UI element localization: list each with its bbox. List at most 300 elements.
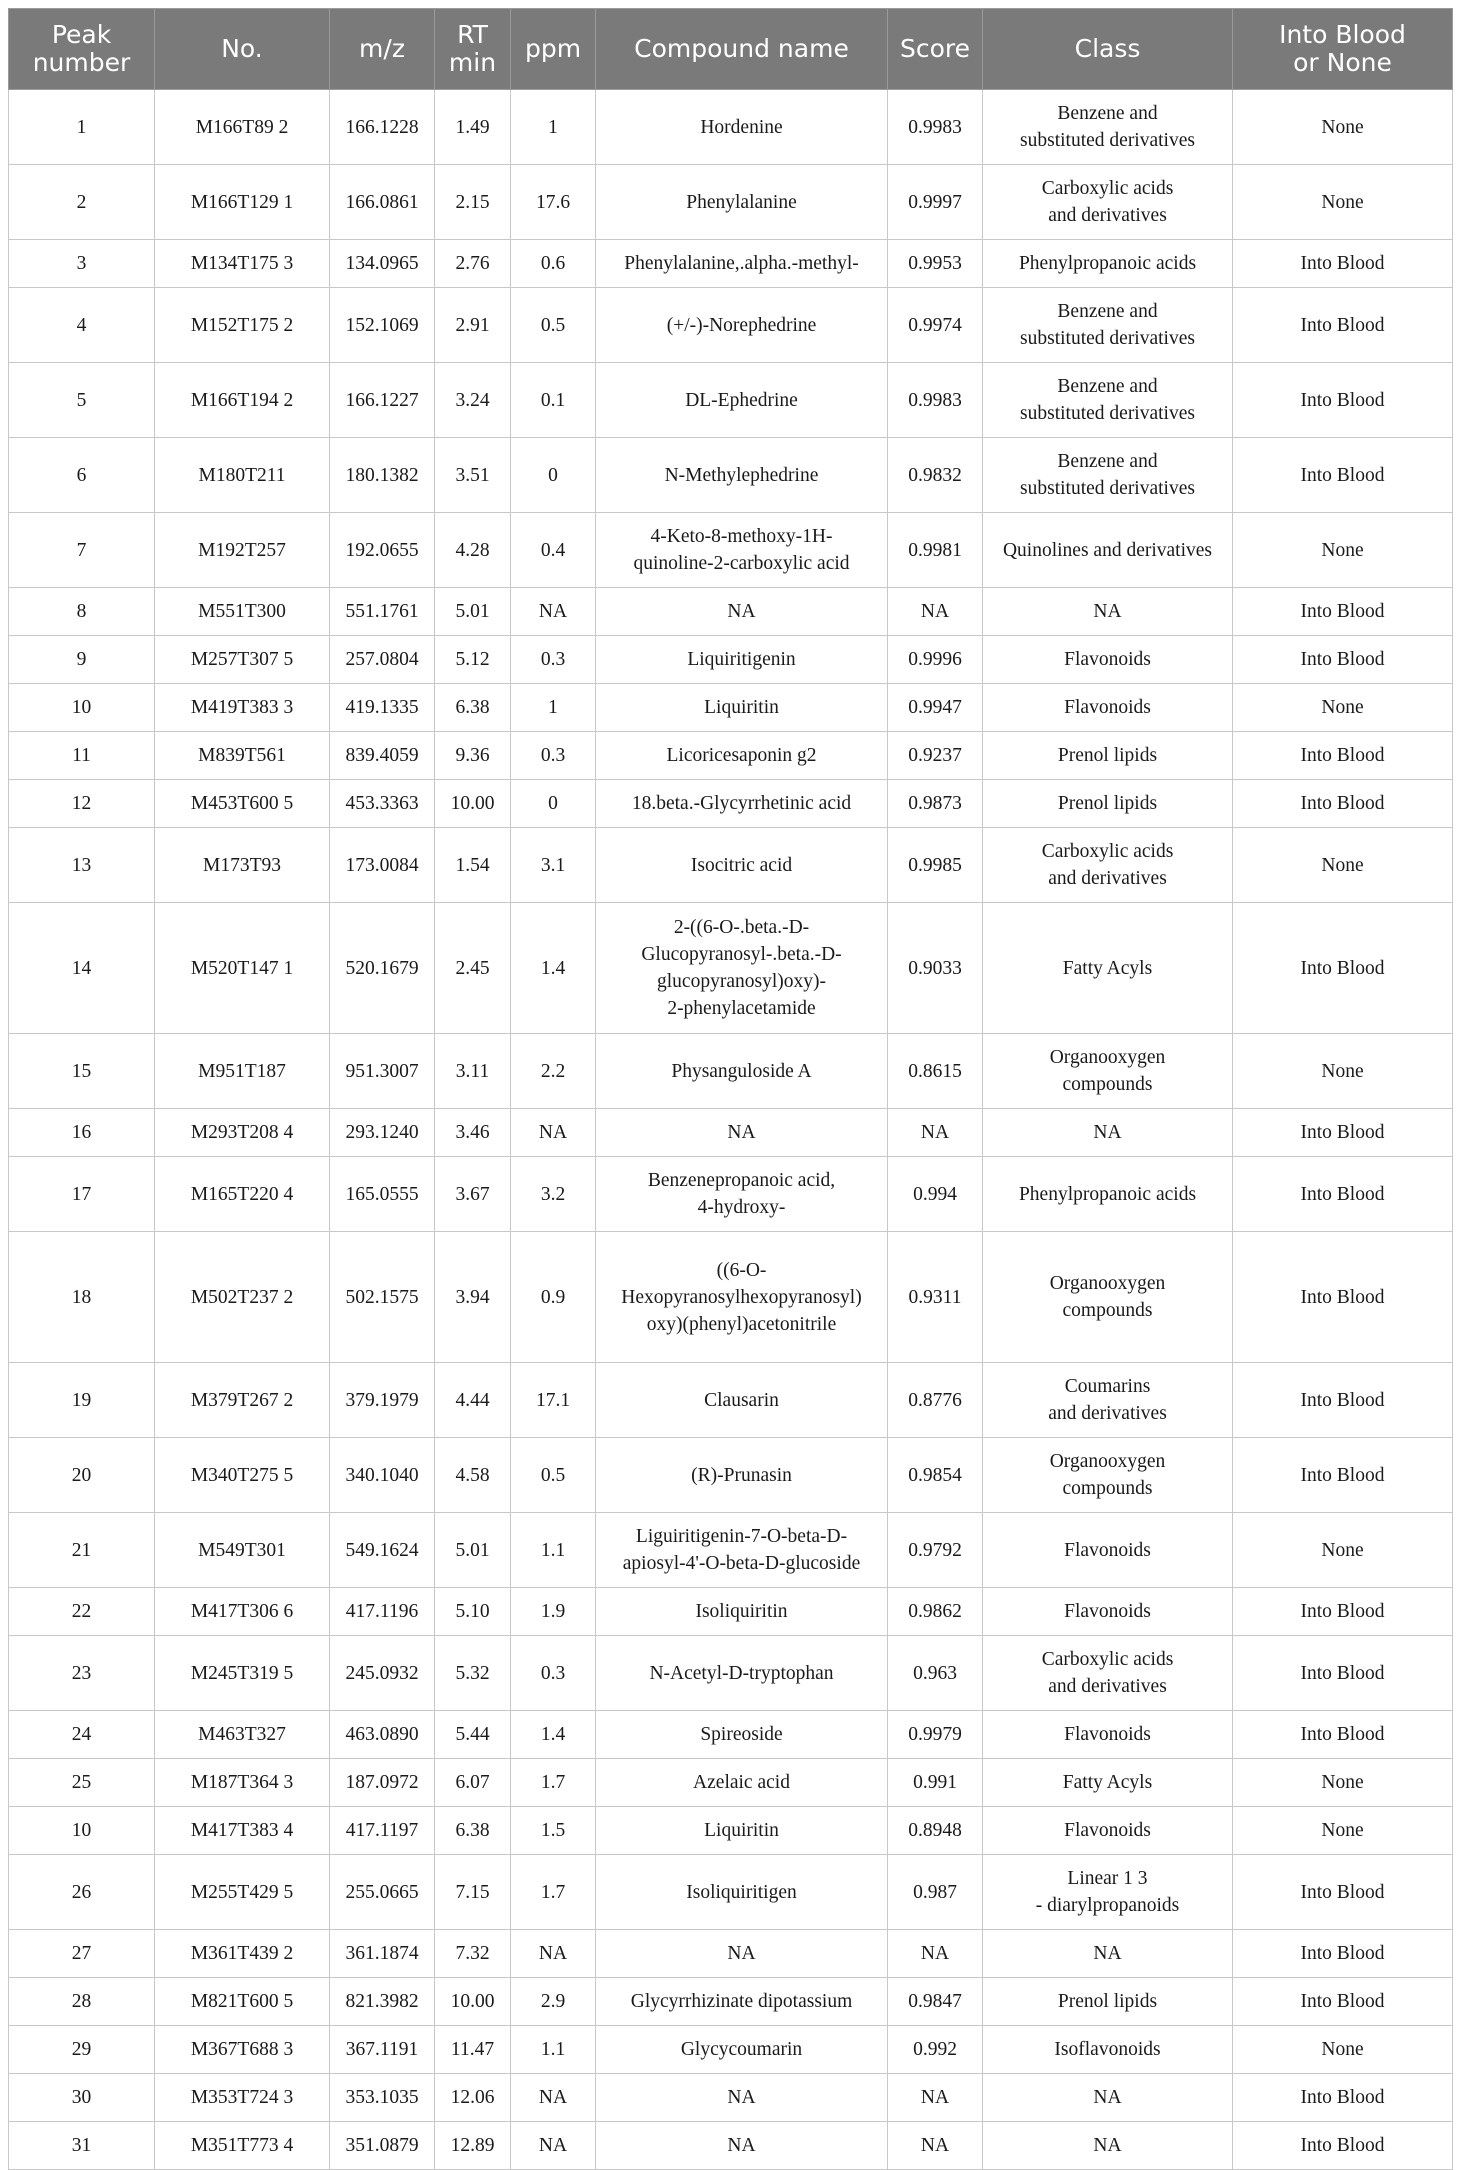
into-blood-cell: Into Blood [1233, 438, 1453, 513]
peak-number-cell: 17 [9, 1157, 155, 1232]
peak-number-cell: 22 [9, 1588, 155, 1636]
compound-name-cell: DL-Ephedrine [596, 363, 888, 438]
ppm-cell: 0.6 [511, 240, 596, 288]
ppm-cell: 0.9 [511, 1232, 596, 1363]
into-blood-cell: Into Blood [1233, 2122, 1453, 2170]
class-cell: Carboxylic acids and derivatives [983, 828, 1233, 903]
rt-min-cell: 4.44 [435, 1363, 511, 1438]
compound-name-cell: Spireoside [596, 1711, 888, 1759]
class-cell: Benzene and substituted derivatives [983, 90, 1233, 165]
rt-min-cell: 3.24 [435, 363, 511, 438]
table-row [9, 588, 1453, 636]
mz-cell: 351.0879 [330, 2122, 435, 2170]
rt-min-cell: 3.46 [435, 1109, 511, 1157]
mz-cell: 520.1679 [330, 903, 435, 1034]
compound-name-cell: Glycycoumarin [596, 2026, 888, 2074]
compound-name-cell: Clausarin [596, 1363, 888, 1438]
peak-number-cell: 8 [9, 588, 155, 636]
into-blood-cell: Into Blood [1233, 1636, 1453, 1711]
class-cell: Flavonoids [983, 1711, 1233, 1759]
no-cell: M379T267 2 [155, 1363, 330, 1438]
peak-number-cell: 24 [9, 1711, 155, 1759]
mz-cell: 463.0890 [330, 1711, 435, 1759]
compound-name-cell: Liquiritin [596, 1807, 888, 1855]
ppm-cell: 17.1 [511, 1363, 596, 1438]
no-cell: M551T300 [155, 588, 330, 636]
class-cell: Flavonoids [983, 1807, 1233, 1855]
table-row [9, 1978, 1453, 2026]
into-blood-cell: None [1233, 90, 1453, 165]
peak-number-cell: 16 [9, 1109, 155, 1157]
compound-name-cell: NA [596, 588, 888, 636]
into-blood-cell: None [1233, 1807, 1453, 1855]
compound-name-cell: Phenylalanine,.alpha.-methyl- [596, 240, 888, 288]
mz-cell: 166.0861 [330, 165, 435, 240]
score-cell: 0.9873 [888, 780, 983, 828]
header-row [9, 9, 1453, 90]
compound-name-cell: NA [596, 2074, 888, 2122]
compound-name-cell: Liquiritin [596, 684, 888, 732]
ppm-cell: NA [511, 588, 596, 636]
no-cell: M340T275 5 [155, 1438, 330, 1513]
no-cell: M166T89 2 [155, 90, 330, 165]
rt-min-cell: 3.11 [435, 1034, 511, 1109]
score-cell: 0.9985 [888, 828, 983, 903]
mz-cell: 419.1335 [330, 684, 435, 732]
header-rt-min: RT min [435, 9, 511, 90]
table-row [9, 240, 1453, 288]
no-cell: M951T187 [155, 1034, 330, 1109]
compound-table-container [8, 8, 1452, 2170]
rt-min-cell: 5.01 [435, 588, 511, 636]
class-cell: Linear 1 3 - diarylpropanoids [983, 1855, 1233, 1930]
peak-number-cell: 23 [9, 1636, 155, 1711]
rt-min-cell: 1.49 [435, 90, 511, 165]
no-cell: M361T439 2 [155, 1930, 330, 1978]
mz-cell: 152.1069 [330, 288, 435, 363]
peak-number-cell: 10 [9, 684, 155, 732]
peak-number-cell: 2 [9, 165, 155, 240]
class-cell: Phenylpropanoic acids [983, 240, 1233, 288]
score-cell: NA [888, 588, 983, 636]
peak-number-cell: 9 [9, 636, 155, 684]
mz-cell: 192.0655 [330, 513, 435, 588]
class-cell: Quinolines and derivatives [983, 513, 1233, 588]
ppm-cell: 0.5 [511, 1438, 596, 1513]
ppm-cell: 1.4 [511, 1711, 596, 1759]
class-cell: Flavonoids [983, 1513, 1233, 1588]
rt-min-cell: 5.44 [435, 1711, 511, 1759]
mz-cell: 417.1197 [330, 1807, 435, 1855]
peak-number-cell: 15 [9, 1034, 155, 1109]
compound-name-cell: Liquiritigenin [596, 636, 888, 684]
table-row [9, 438, 1453, 513]
score-cell: 0.9996 [888, 636, 983, 684]
score-cell: 0.9983 [888, 363, 983, 438]
score-cell: 0.9947 [888, 684, 983, 732]
header-mz: m/z [330, 9, 435, 90]
mz-cell: 549.1624 [330, 1513, 435, 1588]
rt-min-cell: 7.15 [435, 1855, 511, 1930]
compound-name-cell: NA [596, 1109, 888, 1157]
score-cell: 0.991 [888, 1759, 983, 1807]
score-cell: 0.9033 [888, 903, 983, 1034]
mz-cell: 257.0804 [330, 636, 435, 684]
class-cell: Benzene and substituted derivatives [983, 363, 1233, 438]
ppm-cell: 0 [511, 780, 596, 828]
peak-number-cell: 26 [9, 1855, 155, 1930]
into-blood-cell: Into Blood [1233, 1711, 1453, 1759]
table-row [9, 1759, 1453, 1807]
compound-name-cell: ((6-O- Hexopyranosylhexopyranosyl) oxy)(phenyl)acetonitrile [596, 1232, 888, 1363]
ppm-cell: 1.1 [511, 2026, 596, 2074]
peak-number-cell: 21 [9, 1513, 155, 1588]
compound-table [8, 8, 1453, 2170]
score-cell: 0.8615 [888, 1034, 983, 1109]
score-cell: 0.9854 [888, 1438, 983, 1513]
compound-name-cell: Isocitric acid [596, 828, 888, 903]
header-peak-number: Peak number [9, 9, 155, 90]
peak-number-cell: 28 [9, 1978, 155, 2026]
header-class: Class [983, 9, 1233, 90]
table-row [9, 1855, 1453, 1930]
table-row [9, 165, 1453, 240]
no-cell: M192T257 [155, 513, 330, 588]
mz-cell: 821.3982 [330, 1978, 435, 2026]
class-cell: Phenylpropanoic acids [983, 1157, 1233, 1232]
into-blood-cell: Into Blood [1233, 363, 1453, 438]
class-cell: Fatty Acyls [983, 903, 1233, 1034]
table-row [9, 780, 1453, 828]
compound-name-cell: Liguiritigenin-7-O-beta-D- apiosyl-4'-O-beta-D-glucoside [596, 1513, 888, 1588]
rt-min-cell: 6.07 [435, 1759, 511, 1807]
compound-name-cell: Isoliquiritigen [596, 1855, 888, 1930]
compound-name-cell: N-Acetyl-D-tryptophan [596, 1636, 888, 1711]
score-cell: 0.9953 [888, 240, 983, 288]
no-cell: M821T600 5 [155, 1978, 330, 2026]
ppm-cell: 2.2 [511, 1034, 596, 1109]
into-blood-cell: None [1233, 513, 1453, 588]
no-cell: M293T208 4 [155, 1109, 330, 1157]
header-ppm: ppm [511, 9, 596, 90]
no-cell: M166T129 1 [155, 165, 330, 240]
class-cell: Carboxylic acids and derivatives [983, 1636, 1233, 1711]
class-cell: Flavonoids [983, 1588, 1233, 1636]
no-cell: M187T364 3 [155, 1759, 330, 1807]
score-cell: 0.987 [888, 1855, 983, 1930]
peak-number-cell: 10 [9, 1807, 155, 1855]
class-cell: Prenol lipids [983, 1978, 1233, 2026]
ppm-cell: NA [511, 1930, 596, 1978]
score-cell: 0.9981 [888, 513, 983, 588]
table-row [9, 363, 1453, 438]
no-cell: M353T724 3 [155, 2074, 330, 2122]
score-cell: 0.9847 [888, 1978, 983, 2026]
class-cell: Organooxygen compounds [983, 1438, 1233, 1513]
table-body [9, 90, 1453, 2170]
mz-cell: 340.1040 [330, 1438, 435, 1513]
class-cell: Benzene and substituted derivatives [983, 438, 1233, 513]
no-cell: M173T93 [155, 828, 330, 903]
peak-number-cell: 20 [9, 1438, 155, 1513]
peak-number-cell: 29 [9, 2026, 155, 2074]
score-cell: 0.963 [888, 1636, 983, 1711]
peak-number-cell: 18 [9, 1232, 155, 1363]
ppm-cell: 0.3 [511, 732, 596, 780]
into-blood-cell: Into Blood [1233, 588, 1453, 636]
ppm-cell: 0.5 [511, 288, 596, 363]
class-cell: Prenol lipids [983, 732, 1233, 780]
mz-cell: 951.3007 [330, 1034, 435, 1109]
no-cell: M419T383 3 [155, 684, 330, 732]
peak-number-cell: 25 [9, 1759, 155, 1807]
peak-number-cell: 19 [9, 1363, 155, 1438]
mz-cell: 293.1240 [330, 1109, 435, 1157]
class-cell: Flavonoids [983, 684, 1233, 732]
ppm-cell: 0.3 [511, 1636, 596, 1711]
compound-name-cell: N-Methylephedrine [596, 438, 888, 513]
mz-cell: 180.1382 [330, 438, 435, 513]
into-blood-cell: Into Blood [1233, 1109, 1453, 1157]
table-row [9, 1636, 1453, 1711]
no-cell: M245T319 5 [155, 1636, 330, 1711]
into-blood-cell: Into Blood [1233, 240, 1453, 288]
into-blood-cell: None [1233, 684, 1453, 732]
rt-min-cell: 6.38 [435, 684, 511, 732]
into-blood-cell: None [1233, 165, 1453, 240]
ppm-cell: 3.2 [511, 1157, 596, 1232]
ppm-cell: 1.9 [511, 1588, 596, 1636]
no-cell: M453T600 5 [155, 780, 330, 828]
into-blood-cell: None [1233, 1034, 1453, 1109]
peak-number-cell: 30 [9, 2074, 155, 2122]
ppm-cell: 1.7 [511, 1759, 596, 1807]
table-row [9, 732, 1453, 780]
table-row [9, 1232, 1453, 1363]
no-cell: M417T306 6 [155, 1588, 330, 1636]
table-row [9, 1588, 1453, 1636]
rt-min-cell: 1.54 [435, 828, 511, 903]
class-cell: NA [983, 2074, 1233, 2122]
mz-cell: 245.0932 [330, 1636, 435, 1711]
mz-cell: 379.1979 [330, 1363, 435, 1438]
peak-number-cell: 4 [9, 288, 155, 363]
table-row [9, 1513, 1453, 1588]
peak-number-cell: 5 [9, 363, 155, 438]
compound-name-cell: Azelaic acid [596, 1759, 888, 1807]
rt-min-cell: 10.00 [435, 1978, 511, 2026]
rt-min-cell: 12.06 [435, 2074, 511, 2122]
rt-min-cell: 5.10 [435, 1588, 511, 1636]
score-cell: 0.9997 [888, 165, 983, 240]
rt-min-cell: 12.89 [435, 2122, 511, 2170]
score-cell: 0.9979 [888, 1711, 983, 1759]
compound-name-cell: 2-((6-O-.beta.-D- Glucopyranosyl-.beta.-D- glucopyranosyl)oxy)- 2-phenylacetamide [596, 903, 888, 1034]
table-header [9, 9, 1453, 90]
ppm-cell: 2.9 [511, 1978, 596, 2026]
score-cell: NA [888, 2122, 983, 2170]
into-blood-cell: None [1233, 1513, 1453, 1588]
table-row [9, 636, 1453, 684]
into-blood-cell: Into Blood [1233, 1978, 1453, 2026]
table-row [9, 1930, 1453, 1978]
peak-number-cell: 11 [9, 732, 155, 780]
score-cell: 0.9862 [888, 1588, 983, 1636]
no-cell: M367T688 3 [155, 2026, 330, 2074]
table-row [9, 684, 1453, 732]
peak-number-cell: 13 [9, 828, 155, 903]
ppm-cell: 0.4 [511, 513, 596, 588]
class-cell: Isoflavonoids [983, 2026, 1233, 2074]
ppm-cell: 1.4 [511, 903, 596, 1034]
ppm-cell: 0.3 [511, 636, 596, 684]
ppm-cell: 1 [511, 684, 596, 732]
peak-number-cell: 6 [9, 438, 155, 513]
score-cell: 0.994 [888, 1157, 983, 1232]
mz-cell: 453.3363 [330, 780, 435, 828]
no-cell: M417T383 4 [155, 1807, 330, 1855]
header-no: No. [155, 9, 330, 90]
ppm-cell: 0 [511, 438, 596, 513]
into-blood-cell: Into Blood [1233, 1855, 1453, 1930]
mz-cell: 551.1761 [330, 588, 435, 636]
class-cell: NA [983, 588, 1233, 636]
compound-name-cell: NA [596, 2122, 888, 2170]
class-cell: Benzene and substituted derivatives [983, 288, 1233, 363]
rt-min-cell: 7.32 [435, 1930, 511, 1978]
table-row [9, 1034, 1453, 1109]
mz-cell: 166.1228 [330, 90, 435, 165]
compound-name-cell: (+/-)-Norephedrine [596, 288, 888, 363]
into-blood-cell: Into Blood [1233, 1232, 1453, 1363]
mz-cell: 502.1575 [330, 1232, 435, 1363]
rt-min-cell: 6.38 [435, 1807, 511, 1855]
peak-number-cell: 1 [9, 90, 155, 165]
ppm-cell: 3.1 [511, 828, 596, 903]
compound-name-cell: (R)-Prunasin [596, 1438, 888, 1513]
table-row [9, 1157, 1453, 1232]
into-blood-cell: Into Blood [1233, 780, 1453, 828]
class-cell: NA [983, 2122, 1233, 2170]
class-cell: NA [983, 1930, 1233, 1978]
table-row [9, 2074, 1453, 2122]
rt-min-cell: 3.94 [435, 1232, 511, 1363]
mz-cell: 361.1874 [330, 1930, 435, 1978]
table-row [9, 1807, 1453, 1855]
mz-cell: 134.0965 [330, 240, 435, 288]
table-row [9, 1438, 1453, 1513]
score-cell: NA [888, 2074, 983, 2122]
table-row [9, 2122, 1453, 2170]
compound-name-cell: Isoliquiritin [596, 1588, 888, 1636]
rt-min-cell: 11.47 [435, 2026, 511, 2074]
mz-cell: 367.1191 [330, 2026, 435, 2074]
table-row [9, 90, 1453, 165]
compound-name-cell: Benzenepropanoic acid, 4-hydroxy- [596, 1157, 888, 1232]
into-blood-cell: Into Blood [1233, 1438, 1453, 1513]
header-score: Score [888, 9, 983, 90]
ppm-cell: NA [511, 1109, 596, 1157]
into-blood-cell: Into Blood [1233, 903, 1453, 1034]
class-cell: Organooxygen compounds [983, 1232, 1233, 1363]
class-cell: Coumarins and derivatives [983, 1363, 1233, 1438]
rt-min-cell: 4.28 [435, 513, 511, 588]
into-blood-cell: None [1233, 1759, 1453, 1807]
rt-min-cell: 2.15 [435, 165, 511, 240]
peak-number-cell: 31 [9, 2122, 155, 2170]
mz-cell: 166.1227 [330, 363, 435, 438]
score-cell: 0.8948 [888, 1807, 983, 1855]
rt-min-cell: 5.01 [435, 1513, 511, 1588]
class-cell: Carboxylic acids and derivatives [983, 165, 1233, 240]
compound-name-cell: Phenylalanine [596, 165, 888, 240]
ppm-cell: 1.7 [511, 1855, 596, 1930]
mz-cell: 353.1035 [330, 2074, 435, 2122]
no-cell: M134T175 3 [155, 240, 330, 288]
table-row [9, 1363, 1453, 1438]
ppm-cell: NA [511, 2122, 596, 2170]
table-row [9, 828, 1453, 903]
rt-min-cell: 9.36 [435, 732, 511, 780]
no-cell: M549T301 [155, 1513, 330, 1588]
no-cell: M152T175 2 [155, 288, 330, 363]
class-cell: Organooxygen compounds [983, 1034, 1233, 1109]
score-cell: 0.8776 [888, 1363, 983, 1438]
peak-number-cell: 7 [9, 513, 155, 588]
class-cell: Fatty Acyls [983, 1759, 1233, 1807]
ppm-cell: NA [511, 2074, 596, 2122]
into-blood-cell: Into Blood [1233, 1588, 1453, 1636]
into-blood-cell: Into Blood [1233, 636, 1453, 684]
class-cell: NA [983, 1109, 1233, 1157]
into-blood-cell: Into Blood [1233, 1157, 1453, 1232]
table-row [9, 1711, 1453, 1759]
into-blood-cell: None [1233, 828, 1453, 903]
rt-min-cell: 5.32 [435, 1636, 511, 1711]
into-blood-cell: Into Blood [1233, 1363, 1453, 1438]
into-blood-cell: Into Blood [1233, 288, 1453, 363]
score-cell: 0.9983 [888, 90, 983, 165]
compound-name-cell: Licoricesaponin g2 [596, 732, 888, 780]
no-cell: M257T307 5 [155, 636, 330, 684]
rt-min-cell: 4.58 [435, 1438, 511, 1513]
score-cell: 0.9311 [888, 1232, 983, 1363]
no-cell: M463T327 [155, 1711, 330, 1759]
score-cell: 0.9237 [888, 732, 983, 780]
table-row [9, 2026, 1453, 2074]
ppm-cell: 17.6 [511, 165, 596, 240]
score-cell: 0.9792 [888, 1513, 983, 1588]
ppm-cell: 1 [511, 90, 596, 165]
into-blood-cell: Into Blood [1233, 2074, 1453, 2122]
mz-cell: 187.0972 [330, 1759, 435, 1807]
rt-min-cell: 3.51 [435, 438, 511, 513]
class-cell: Flavonoids [983, 636, 1233, 684]
ppm-cell: 1.5 [511, 1807, 596, 1855]
no-cell: M180T211 [155, 438, 330, 513]
rt-min-cell: 3.67 [435, 1157, 511, 1232]
into-blood-cell: Into Blood [1233, 732, 1453, 780]
compound-name-cell: Hordenine [596, 90, 888, 165]
compound-name-cell: Physanguloside A [596, 1034, 888, 1109]
no-cell: M502T237 2 [155, 1232, 330, 1363]
compound-name-cell: 18.beta.-Glycyrrhetinic acid [596, 780, 888, 828]
score-cell: 0.9832 [888, 438, 983, 513]
mz-cell: 173.0084 [330, 828, 435, 903]
peak-number-cell: 27 [9, 1930, 155, 1978]
table-row [9, 1109, 1453, 1157]
ppm-cell: 0.1 [511, 363, 596, 438]
